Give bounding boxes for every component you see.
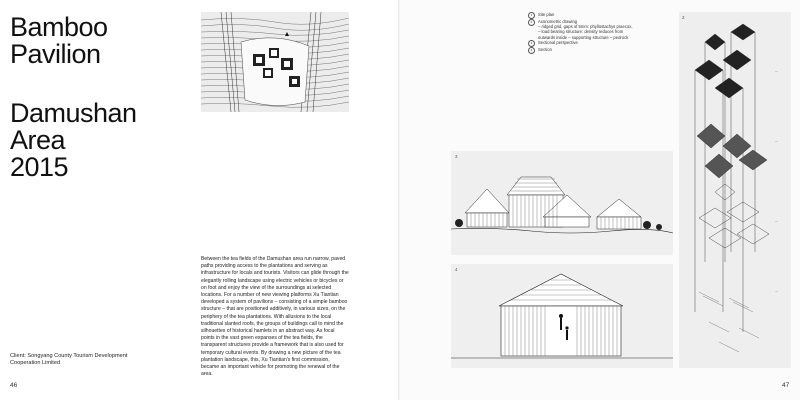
section-drawing	[451, 264, 673, 368]
page-number-left: 46	[10, 382, 18, 389]
axonometric-image	[679, 12, 791, 368]
title-line-6: 2015	[10, 152, 69, 182]
legend-text: Site plan	[538, 12, 555, 17]
title-line-4: Damushan	[10, 98, 137, 128]
title-line-5: Area	[10, 125, 66, 155]
legend-text: Axonometric drawing – ridged grid, gaps of 5mm: phyllostachys praecox, – load bearing structure: density reduces from outwards inside – supporting structure – pedrock	[538, 19, 633, 40]
legend-mark: 4	[528, 47, 535, 54]
legend-mark: 2	[528, 19, 535, 26]
svg-text:—: —	[775, 289, 778, 293]
figure-mark-4: 4	[455, 267, 458, 272]
sectional-perspective-image	[451, 151, 673, 255]
legend-mark: 3	[528, 40, 535, 47]
legend-item	[528, 19, 668, 40]
site-plan-drawing	[201, 12, 349, 112]
figure-legend	[528, 12, 668, 54]
legend-text: Sectional perspective	[538, 39, 578, 45]
legend-mark: 1	[528, 12, 535, 19]
title-line-2: Pavilion	[10, 39, 101, 69]
axonometric-drawing	[679, 12, 791, 368]
sectional-perspective-drawing	[451, 151, 673, 255]
svg-text:—: —	[775, 219, 778, 223]
client-credit: Client: Songyang County Tourism Development Cooperation Limited	[10, 353, 128, 367]
legend-item	[528, 12, 668, 19]
legend-text: Section	[538, 46, 552, 52]
title-line-1: Bamboo	[10, 12, 108, 42]
site-plan-image	[201, 12, 349, 112]
body-paragraph: Between the tea fields of the Damushan area run narrow, paved paths providing access to the plantations and serving as infrastructure for locals and tourists. Visitors can glide through the elegantly rolling landscape using electric vehicles or bicycles or on foot and enjoy the view of the surroundings at selected locations. For a number of new viewing platforms Xu Tiantian developed a system of pavilions – consisting of a simple bamboo structure – that are positioned additively, in various sizes, on the periphery of the tea plantations. With allusions to the local traditional slanted roofs, the groups of buildings call to mind the silhouettes of historical hamlets in an abstract way. As focal points in the vast green expanses of the tea fields, the transparent structures provide a framework that is also used for temporary cultural events. By drawing a new picture of the tea plantation landscape, this, Xu Tiantian's first commission, became an important vehicle for promoting the renewal of the area.	[201, 256, 349, 378]
right-page	[400, 0, 800, 400]
legend-item	[528, 40, 668, 47]
page-number-right: 47	[782, 382, 790, 389]
legend-item	[528, 47, 668, 54]
section-image	[451, 264, 673, 368]
svg-text:—: —	[775, 139, 778, 143]
svg-text:—: —	[775, 69, 778, 73]
figure-mark-3: 3	[455, 154, 458, 159]
figure-mark-2: 2	[682, 15, 685, 20]
